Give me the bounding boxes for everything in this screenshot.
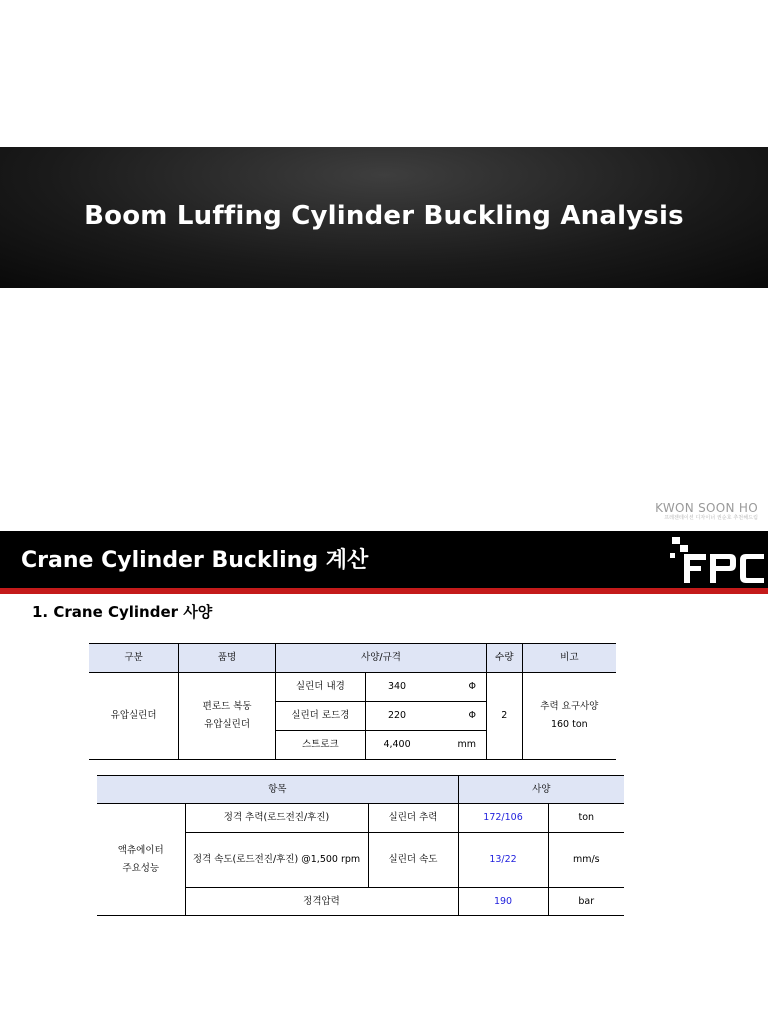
spec-name: 실린더 내경: [276, 673, 366, 702]
title-banner: [0, 147, 768, 288]
header-item: 항목: [97, 776, 458, 804]
table-row: [89, 673, 616, 702]
qty-cell: 2: [486, 673, 522, 760]
spec-value: 4,400: [365, 731, 428, 760]
value-cell: 172/106: [458, 804, 548, 833]
category-cell: 유압실린더: [89, 673, 179, 760]
fpc-logo: [670, 537, 764, 583]
unit-cell: ton: [548, 804, 624, 833]
item-cell: 정격 속도(로드전진/후진) @1,500 rpm: [185, 833, 368, 888]
value-cell: 190: [458, 888, 548, 916]
header-title: Crane Cylinder Buckling 계산: [21, 548, 369, 573]
unit-cell: mm/s: [548, 833, 624, 888]
spec-unit: Φ: [428, 673, 486, 702]
header-spec: 사양: [458, 776, 624, 804]
header-note: 비고: [522, 644, 616, 673]
brand-name: KWON SOON HO: [655, 501, 758, 515]
spec-unit: mm: [428, 731, 486, 760]
brand-watermark: [655, 501, 758, 522]
note-cell: 추력 요구사양 160 ton: [522, 673, 616, 760]
header-product: 품명: [179, 644, 276, 673]
header-accent-line: [0, 588, 768, 594]
header-spec: 사양/규격: [276, 644, 487, 673]
item-cell: 정격압력: [185, 888, 458, 916]
sub-item-cell: 실린더 추력: [368, 804, 458, 833]
sub-item-cell: 실린더 속도: [368, 833, 458, 888]
spec-value: 340: [365, 673, 428, 702]
spec-name: 스트로크: [276, 731, 366, 760]
unit-cell: bar: [548, 888, 624, 916]
section-title: 1. Crane Cylinder 사양: [32, 603, 213, 621]
header-category: 구분: [89, 644, 179, 673]
table-header-row: [97, 776, 624, 804]
spec-name: 실린더 로드경: [276, 702, 366, 731]
brand-subtitle: 프레젠테이션 디자이너 권순호 추천해드림: [664, 515, 758, 521]
slide-title: Boom Luffing Cylinder Buckling Analysis: [84, 200, 684, 231]
product-cell: 편로드 복동 유압실린더: [179, 673, 276, 760]
spec-unit: Φ: [428, 702, 486, 731]
value-cell: 13/22: [458, 833, 548, 888]
table-row: [97, 804, 624, 833]
header-qty: 수량: [486, 644, 522, 673]
item-cell: 정격 추력(로드전진/후진): [185, 804, 368, 833]
spec-value: 220: [365, 702, 428, 731]
actuator-performance-table: [97, 775, 624, 916]
table-header-row: [89, 644, 616, 673]
cylinder-spec-table: [89, 643, 616, 760]
category-cell: 액츄에이터 주요성능: [97, 804, 185, 916]
